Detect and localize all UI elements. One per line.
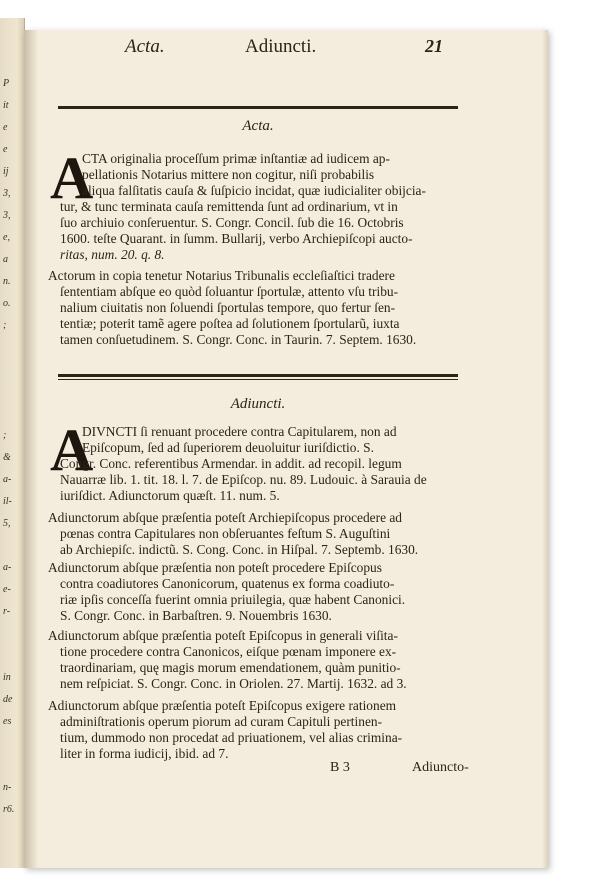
adiuncti-para-line: contra coadiutores Canonicorum, quatenus ex forma coadiuto- bbox=[60, 576, 395, 591]
facing-page-fragment: a bbox=[3, 254, 8, 265]
section-rule bbox=[58, 374, 458, 377]
facing-page-fragment: r6. bbox=[3, 804, 15, 815]
page-number: 21 bbox=[425, 36, 443, 56]
adiuncti-para-line: tione procedere contra Canonicos, eiſque pœnam imponere ex- bbox=[60, 644, 397, 659]
acta-line: CTA originalia proceſſum primæ inſtantiæ ad iudicem ap- bbox=[82, 151, 390, 166]
adiuncti-para-line: Adiunctorum abſque præſentia poteſt Archiepiſcopus procedere ad bbox=[48, 510, 402, 525]
facing-page-fragment: e, bbox=[3, 232, 10, 243]
facing-page-fragment: 5, bbox=[3, 518, 11, 529]
acta-para2-line: ſententiam abſque eo quòd ſoluantur ſportulæ, attento vſu tribu- bbox=[60, 284, 399, 299]
adiuncti-para-line: traordinariam, quę magis morum emendationem, quàm punitio- bbox=[60, 660, 401, 675]
facing-page-fragment: e bbox=[3, 144, 8, 155]
drop-cap-adiuncti: A bbox=[50, 417, 94, 483]
acta-line: aliqua falſitatis cauſa & ſuſpicio incidat, quæ iudicialiter obijcia- bbox=[82, 183, 426, 198]
facing-page-fragment: ; bbox=[3, 320, 7, 331]
adiuncti-line: Congr. Conc. referentibus Armendar. in addit. ad recopil. legum bbox=[60, 456, 402, 471]
adiuncti-line: iuriſdict. Adiunctorum quæſt. 11. num. 5. bbox=[60, 488, 280, 503]
acta-para2-line: Actorum in copia tenetur Notarius Tribunalis eccleſiaſtici tradere bbox=[48, 268, 395, 283]
facing-page-fragment: 3, bbox=[3, 210, 11, 221]
adiuncti-para-line: Adiunctorum abſque præſentia poteſt Epiſcopus in generali viſita- bbox=[48, 628, 398, 643]
gutter-shadow bbox=[24, 30, 38, 868]
adiuncti-para-line: Adiunctorum abſque præſentia poteſt Epiſcopus exigere rationem bbox=[48, 698, 397, 713]
signature-mark: B 3 bbox=[330, 760, 350, 775]
top-rule bbox=[58, 106, 458, 109]
facing-page-fragment: ij bbox=[3, 166, 9, 177]
acta-line: pellationis Notarius mittere non cogitur, niſi probabilis bbox=[82, 167, 375, 182]
running-head-center: Adiuncti. bbox=[245, 36, 317, 57]
page-edge-shadow bbox=[542, 30, 548, 868]
adiuncti-line: Nauarræ lib. 1. tit. 18. l. 7. de Epiſcop. nu. 89. Ludouic. à Sarauia de bbox=[60, 472, 427, 487]
facing-page-fragment: P bbox=[3, 78, 10, 89]
facing-page-fragment: ; bbox=[3, 430, 7, 441]
facing-page-fragment: il- bbox=[3, 496, 12, 507]
facing-page-fragment: & bbox=[3, 452, 11, 463]
facing-page-fragment: a- bbox=[3, 562, 12, 573]
drop-cap-acta: A bbox=[50, 145, 94, 211]
facing-page-fragment: e- bbox=[3, 584, 11, 595]
acta-para2-line: tentiæ; poterit tamẽ agere poſtea ad ſolutionem ſportularũ, iuxta bbox=[60, 316, 400, 331]
facing-page-fragment: o. bbox=[3, 298, 11, 309]
adiuncti-line: DIVNCTI ſi renuant procedere contra Capitularem, non ad bbox=[82, 424, 397, 439]
adiuncti-para-line: pœnas contra Capitulares non obſeruantes feſtum S. Auguſtini bbox=[60, 526, 391, 541]
adiuncti-para-line: liter in forma iudicij, ibid. ad 7. bbox=[60, 746, 229, 761]
running-head bbox=[125, 36, 525, 66]
facing-page-fragment: in bbox=[3, 672, 11, 683]
facing-page-fragment: it bbox=[3, 100, 9, 111]
facing-page-fragment: e bbox=[3, 122, 8, 133]
acta-line: ſuo archiuio conſeruentur. S. Congr. Concil. ſub die 16. Octobris bbox=[60, 215, 404, 230]
adiuncti-para-line: S. Congr. Conc. in Barbaſtren. 9. Nouembris 1630. bbox=[60, 608, 332, 623]
catchword: Adiuncto- bbox=[412, 760, 469, 775]
adiuncti-para-line: adminiſtrationis operum piorum ad curam Capituli pertinen- bbox=[60, 714, 383, 729]
adiuncti-para-line: ab Archiepiſc. indictũ. S. Cong. Conc. in Hiſpal. 7. Septemb. 1630. bbox=[60, 542, 419, 557]
facing-page-fragment: de bbox=[3, 694, 13, 705]
facing-page-strip bbox=[0, 18, 25, 868]
acta-line: tur, & tunc terminata cauſa remittenda ſunt ad ordinarium, vt in bbox=[60, 199, 398, 214]
facing-page-fragment: es bbox=[3, 716, 12, 727]
adiuncti-para-line: tium, dummodo non procedat ad priuationem, vel alias crimina- bbox=[60, 730, 403, 745]
acta-para2-line: tamen conſuetudinem. S. Congr. Conc. in Taurin. 7. Septem. 1630. bbox=[60, 332, 417, 347]
running-head-left: Acta. bbox=[125, 36, 165, 57]
adiuncti-para-line: riæ ipſis conceſſa fuerint omnia priuilegia, quæ habent Canonici. bbox=[60, 592, 406, 607]
section-title-adiuncti: Adiuncti. bbox=[230, 396, 286, 412]
acta-line: 1600. teſte Quarant. in ſumm. Bullarij, verbo Archiepiſcopi aucto- bbox=[60, 231, 413, 246]
adiuncti-line: Epiſcopum, ſed ad ſuperiorem deuoluitur iuriſdictio. S. bbox=[82, 440, 374, 455]
facing-page-fragment: r- bbox=[3, 606, 11, 617]
acta-line: ritas, num. 20. q. 8. bbox=[60, 247, 165, 262]
section-title-acta: Acta. bbox=[242, 118, 274, 134]
facing-page-fragment: 3, bbox=[3, 188, 11, 199]
section-rule-thin bbox=[58, 379, 458, 380]
adiuncti-para-line: nem reſpiciat. S. Congr. Conc. in Oriolen. 27. Martij. 1632. ad 3. bbox=[60, 676, 407, 691]
facing-page-fragment: n. bbox=[3, 276, 11, 287]
adiuncti-para-line: Adiunctorum abſque præſentia non poteſt procedere Epiſcopus bbox=[48, 560, 382, 575]
facing-page-fragment: a- bbox=[3, 474, 12, 485]
facing-page-fragment: n- bbox=[3, 782, 12, 793]
acta-para2-line: nalium ciuitatis non ſoluendi ſportulas tempore, quo fertur ſen- bbox=[60, 300, 396, 315]
